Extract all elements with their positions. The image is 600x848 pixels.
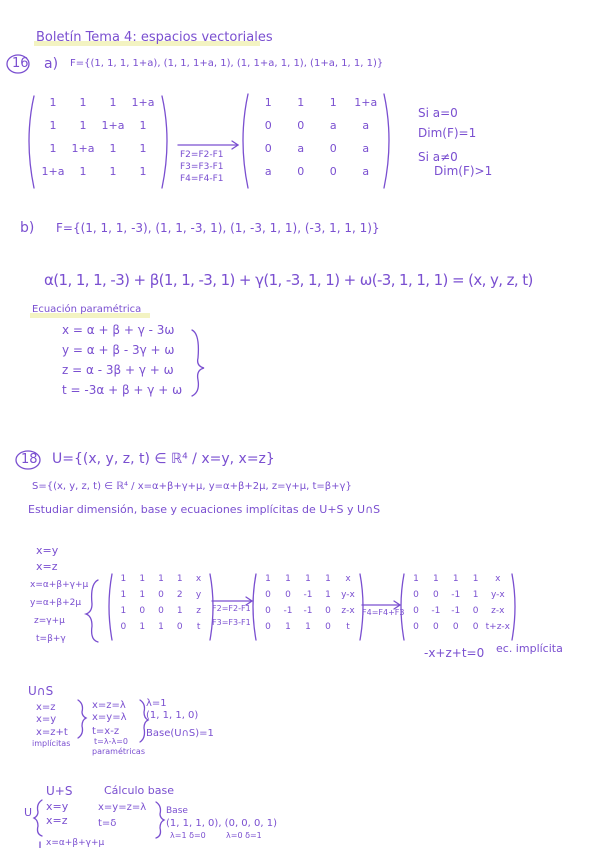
sum-eq1: x=y [46,800,69,813]
intersection-param2: x=y=λ [92,712,127,723]
ex16a-matrix2: 1 1 1 1+a 0 0 a a 0 a 0 a a 0 0 a [264,96,378,178]
ex18-U: U={(x, y, z, t) ∈ ℝ⁴ / x=y, x=z} [52,451,275,467]
ex18-matrix1: 1 1 1 1 x 1 1 0 2 y 1 0 0 1 z 0 1 1 0 t [120,574,202,632]
ex18-number: 18 [21,452,38,467]
sum-lambda1: λ=1 δ=0 [170,831,206,840]
intersection-param3: t=x-z [92,726,120,737]
ex16a-case2: Dim(F)=1 [418,126,477,140]
intersection-eq3: x=z+t [36,727,68,738]
sys-left-1: x=y [36,544,59,557]
ex16b-combination: α(1, 1, 1, -3) + β(1, 1, -3, 1) + γ(1, -3, 1, 1) + ω(-3, 1, 1, 1) = (x, y, z, t) [44,271,533,289]
ex16b-eq3: z = α - 3β + γ + ω [62,363,174,377]
sum-title: U+S [46,784,73,798]
ex18-implicit-label: ec. implícita [496,642,563,655]
ex18-op3: F4=F4+F3 [362,608,405,617]
ex16a-set: F={(1, 1, 1, 1+a), (1, 1, 1+a, 1), (1, 1+a, 1, 1), (1+a, 1, 1, 1)} [70,58,384,69]
intersection-base: Base(U∩S)=1 [146,728,214,739]
sys-param-1: x=α+β+γ+μ [30,580,89,590]
sum-param1: x=y=z=λ [98,802,147,813]
ex16b-eq2: y = α + β - 3γ + ω [62,343,175,357]
sum-lambda2: λ=0 δ=1 [226,831,262,840]
intersection-param4: t=λ-λ=0 [94,737,128,746]
ex16a-op1: F2=F2-F1 [180,150,224,160]
ex18-op2: F3=F3-F1 [212,618,251,627]
ex16a-op2: F3=F3-F1 [180,162,224,172]
sys-left-2: x=z [36,560,58,573]
sum-base-vectors: (1, 1, 1, 0), (0, 0, 0, 1) [166,818,278,829]
ex16a-op3: F4=F4-F1 [180,174,224,184]
sum-eq2: x=z [46,814,68,827]
intersection-eq2: x=y [36,714,57,725]
ex18-implicit: -x+z+t=0 [424,646,485,660]
sum-param2: t=δ [98,818,117,829]
sys-param-2: y=α+β+2μ [30,598,82,608]
ex16-number: 16 [12,56,29,71]
ex18-op1: F2=F2-F1 [212,604,251,613]
ex16a-case3: Si a≠0 [418,150,458,164]
ex16a-case1: Si a=0 [418,106,458,120]
ex16b-set: F={(1, 1, 1, -3), (1, 1, -3, 1), (1, -3, 1, 1), (-3, 1, 1, 1)} [56,221,380,235]
intersection-param1: x=z=λ [92,700,126,711]
intersection-title: U∩S [28,684,54,698]
ex16b-eq1: x = α + β + γ - 3ω [62,323,175,337]
page-title: Boletín Tema 4: espacios vectoriales [36,30,273,45]
intersection-params-label: paramétricas [92,747,146,756]
ex16b-eq4: t = -3α + β + γ + ω [62,383,183,397]
intersection-lambda: λ=1 [146,698,167,709]
sys-param-3: z=γ+μ [34,616,65,626]
intersection-vector: (1, 1, 1, 0) [146,710,199,721]
intersection-eq1: x=z [36,702,56,713]
intersection-eqs-label: implícitas [32,739,71,748]
ex16b-param-label: Ecuación paramétrica [32,304,142,315]
sum-base-label: Base [166,806,188,816]
ex18-matrix2: 1 1 1 1 x 0 0 -1 1 y-x 0 -1 -1 0 z-x 0 1 1 0 t [265,574,355,632]
sum-marker: U [24,806,33,819]
ex18-matrix3: 1 1 1 1 x 0 0 -1 1 y-x 0 -1 -1 0 z-x 0 0 0 0 t+z-x [413,574,510,632]
ex16a-matrix1: 1 1 1 1+a 1 1 1+a 1 1 1+a 1 1 1+a 1 1 1 [41,96,155,178]
ex18-task: Estudiar dimensión, base y ecuaciones implícitas de U+S y U∩S [28,503,381,516]
ex18-S: S={(x, y, z, t) ∈ ℝ⁴ / x=α+β+γ+μ, y=α+β+2μ, z=γ+μ, t=β+γ} [32,481,352,492]
ex16b-label: b) [20,220,35,236]
sum-last: x=α+β+γ+μ [46,838,105,848]
ex16a-label: a) [44,56,59,72]
sum-label: Cálculo base [104,784,175,797]
ex16a-case4: Dim(F)>1 [434,164,493,178]
sys-param-4: t=β+γ [36,634,66,644]
